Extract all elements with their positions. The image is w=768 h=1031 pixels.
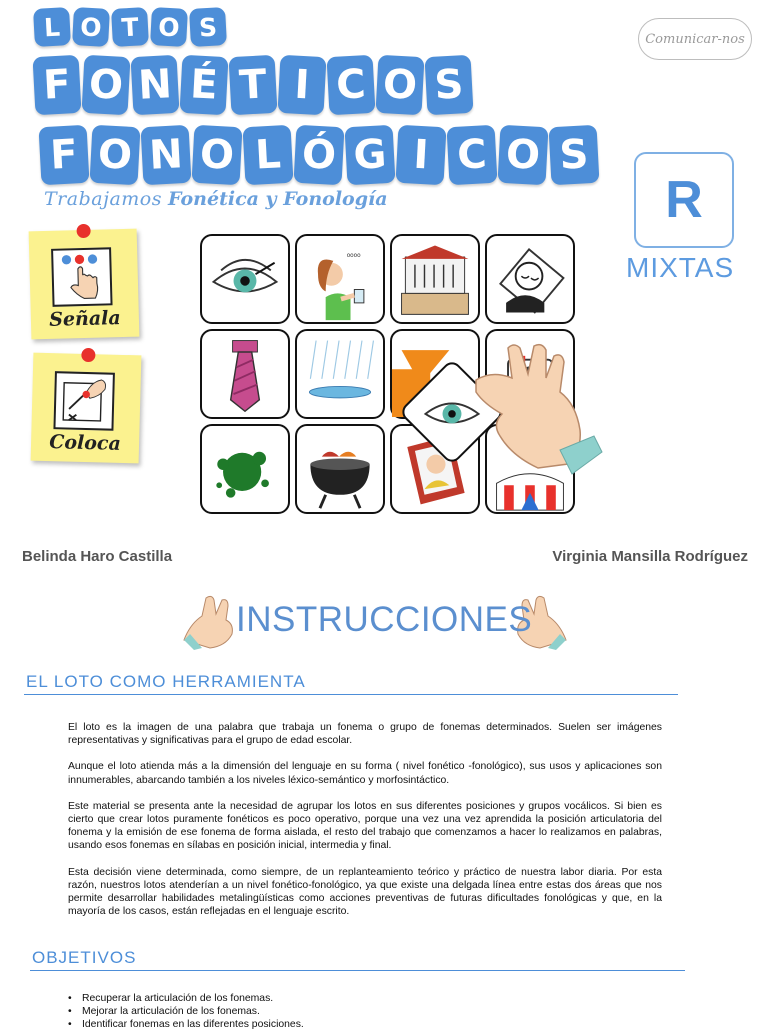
section-divider (30, 970, 685, 971)
tie-icon[interactable] (200, 329, 290, 419)
title-tile: S (425, 55, 474, 115)
title-tile: O (498, 125, 549, 185)
svg-text:oooo: oooo (346, 253, 361, 260)
title-tile: I (278, 55, 327, 115)
pin-icon (81, 348, 95, 362)
section-heading: OBJETIVOS (32, 948, 137, 967)
note-label: Señala (48, 307, 121, 331)
title-tile: S (189, 7, 227, 47)
title-tile: L (243, 125, 294, 185)
subtitle-bold: Fonética y Fonología (168, 188, 388, 210)
subtitle-light: Trabajamos (44, 188, 162, 210)
title-tile: T (111, 7, 149, 47)
title-tile: O (82, 55, 131, 115)
title-foneticos (34, 56, 472, 114)
phoneme-letter: R (665, 171, 703, 229)
title-tile: T (229, 55, 278, 115)
title-tile: N (141, 125, 192, 185)
subtitle (44, 188, 388, 210)
title-tile: O (192, 125, 243, 185)
author-left: Belinda Haro Castilla (22, 548, 173, 565)
eye-icon[interactable] (200, 234, 290, 324)
author-right: Virginia Mansilla Rodríguez (552, 548, 748, 565)
list-item: • Identificar fonemas en las diferentes posiciones. (68, 1018, 304, 1031)
pointing-hand-icon (51, 247, 112, 307)
placing-hand-icon (53, 371, 114, 431)
title-tile: S (549, 125, 600, 185)
brand-logo (638, 18, 752, 60)
note-senala (29, 229, 140, 340)
title-tile: F (33, 55, 82, 115)
paragraph: Aunque el loto atienda más a la dimensión del lenguaje en su forma ( nivel fonético -fonológico), sus usos y aplicaciones son innumerables, abarcando también a los niveles léxico-semántico y morfosintáctico. (68, 761, 662, 786)
list-item: • Mejorar la articulación de los fonemas. (68, 1005, 304, 1018)
title-tile: O (376, 55, 425, 115)
paragraph: Este material se presenta ante la necesidad de agrupar los lotos en sus diferentes posiciones y grupos vocálicos. Si bien es cierto que crear lotos puramente fonéticos es poco operativo, porque una vez una vez aprendida la posición articulatoria del fonema y la emisión de ese fonema de forma aislada, el resto del trabajo que comenzamos a hacer lo realizamos en palabras, usando esos fonemas en sílabas en posición inicial, intermedia y final. (68, 800, 662, 852)
phoneme-label: MIXTAS (626, 252, 735, 283)
barbecue-icon[interactable] (295, 424, 385, 514)
title-tile: O (72, 7, 110, 47)
objectives-list (68, 992, 304, 1031)
section-body (68, 721, 662, 931)
title-tile: O (90, 125, 141, 185)
title-lotos (34, 8, 226, 46)
list-item: • Recuperar la articulación de los fonemas. (68, 992, 304, 1005)
grabbing-hand-icon (468, 340, 604, 490)
logo-text: Comunicar-nos (645, 31, 745, 47)
section-divider (24, 694, 678, 695)
title-tile: O (150, 7, 188, 47)
rain-puddle-icon[interactable] (295, 329, 385, 419)
title-tile: I (396, 125, 447, 185)
title-fonologicos (40, 126, 598, 184)
title-tile: C (327, 55, 376, 115)
title-tile: C (447, 125, 498, 185)
title-tile: G (345, 125, 396, 185)
instructions-title: INSTRUCCIONES (236, 600, 533, 639)
sleeping-icon[interactable] (485, 234, 575, 324)
green-stain-icon[interactable] (200, 424, 290, 514)
phoneme-card (634, 152, 734, 248)
note-label: Coloca (49, 431, 122, 455)
title-tile: L (33, 7, 71, 47)
paragraph: Esta decisión viene determinada, como siempre, de un replanteamiento teórico y práctico de nuestra labor diaria. Por esta razón, nuestros lotos atenderían a un nivel fonético-fonológico, ya que existe una delgada línea entre estas dos áreas que nos permite desarrollar habilidades metalingüísticas como acciones preventivas de futuras dificultades fonológicas y que, en la mayoría de los casos, están reflejadas en el lenguaje escrito. (68, 866, 662, 918)
prison-icon[interactable] (390, 234, 480, 324)
section-heading: EL LOTO COMO HERRAMIENTA (26, 672, 306, 691)
title-tile: É (180, 55, 229, 115)
note-coloca (31, 353, 142, 464)
pin-icon (76, 224, 90, 238)
hand-left-icon (184, 596, 232, 650)
title-tile: N (131, 55, 180, 115)
title-tile: Ó (294, 125, 345, 185)
paragraph: El loto es la imagen de una palabra que trabaja un fonema o grupo de fonemas determinados. Suelen ser imágenes representativas y significativas para el grupo de edad escolar. (68, 722, 662, 747)
drinking-girl-icon[interactable] (295, 234, 385, 324)
title-tile: F (39, 125, 90, 185)
